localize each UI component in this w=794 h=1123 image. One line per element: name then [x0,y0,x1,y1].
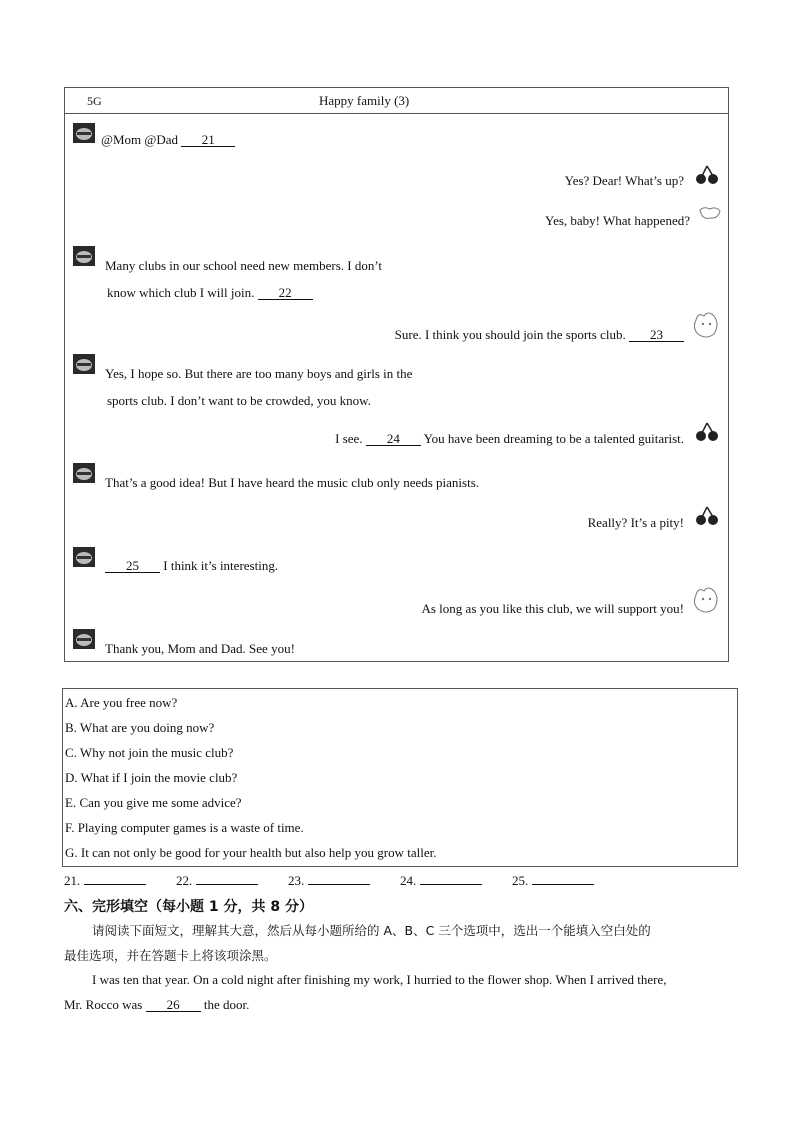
option-d: D. What if I join the movie club? [65,770,238,785]
mom-avatar-icon [692,585,720,615]
option-e: E. Can you give me some advice? [65,795,242,810]
chat-title: Happy family (3) [319,93,410,108]
message-dad-2: I see. 24 You have been dreaming to be a talented guitarist. [335,431,684,446]
option-c: C. Why not join the music club? [65,745,234,760]
message-child-4: That’s a good idea! But I have heard the music club only needs pianists. [105,475,480,490]
answer-24: 24. [400,872,482,889]
option-b: B. What are you doing now? [65,720,215,735]
answer-25: 25. [512,872,594,889]
option-a: A. Are you free now? [65,695,178,710]
chat-panel [64,87,729,662]
blank-22: 22 [258,286,313,300]
message-child-3b: sports club. I don’t want to be crowded, you know. [107,393,371,408]
child-avatar-icon [73,123,95,143]
message-dad-3: Really? It’s a pity! [587,515,684,530]
blank-25: 25 [105,559,160,573]
message-mom-2: Sure. I think you should join the sports club. 23 [395,327,684,343]
message-child-5: 25 I think it’s interesting. [105,558,278,574]
mom-avatar-icon [698,206,722,222]
message-mom-3: As long as you like this club, we will support you! [421,601,684,616]
answer-21: 21. [64,872,146,889]
message-child-1: @Mom @Dad 21 [101,132,235,148]
answer-22: 22. [176,872,258,889]
dad-avatar-icon [694,421,720,443]
network-indicator: 5G [87,94,102,108]
message-child-2b: know which club I will join. 22 [107,285,313,301]
options-box [62,688,738,867]
mom-avatar-icon [692,310,720,340]
blank-24: 24 [366,432,421,446]
child-avatar-icon [73,463,95,483]
child-avatar-icon [73,547,95,567]
chat-header [65,88,728,114]
passage-line-1: I was ten that year. On a cold night after finishing my work, I hurried to the flower shop. When I arrived there, [92,972,667,987]
dad-avatar-icon [694,164,720,186]
blank-21: 21 [181,133,235,147]
instruction-line-1: 请阅读下面短文，理解其大意，然后从每小题所给的 A、B、C 三个选项中，选出一个能填入空白处的 [92,923,651,938]
dad-avatar-icon [694,505,720,527]
child-avatar-icon [73,354,95,374]
child-avatar-icon [73,629,95,649]
option-f: F. Playing computer games is a waste of time. [65,820,304,835]
message-mom-1: Yes, baby! What happened? [544,213,690,228]
passage-line-2: Mr. Rocco was 26 the door. [64,997,250,1012]
blank-26: 26 [146,998,201,1012]
answer-23: 23. [288,872,370,889]
blank-23: 23 [629,328,684,342]
child-avatar-icon [73,246,95,266]
message-child-3a: Yes, I hope so. But there are too many boys and girls in the [105,366,413,381]
option-g: G. It can not only be good for your health but also help you grow taller. [65,845,437,860]
message-child-2a: Many clubs in our school need new members. I don’t [105,258,383,273]
message-dad-1: Yes? Dear! What’s up? [564,173,684,188]
instruction-line-2: 最佳选项，并在答题卡上将该项涂黑。 [64,948,277,963]
section-heading: 六、完形填空（每小题 1 分，共 8 分） [64,899,313,915]
message-child-6: Thank you, Mom and Dad. See you! [105,641,295,656]
